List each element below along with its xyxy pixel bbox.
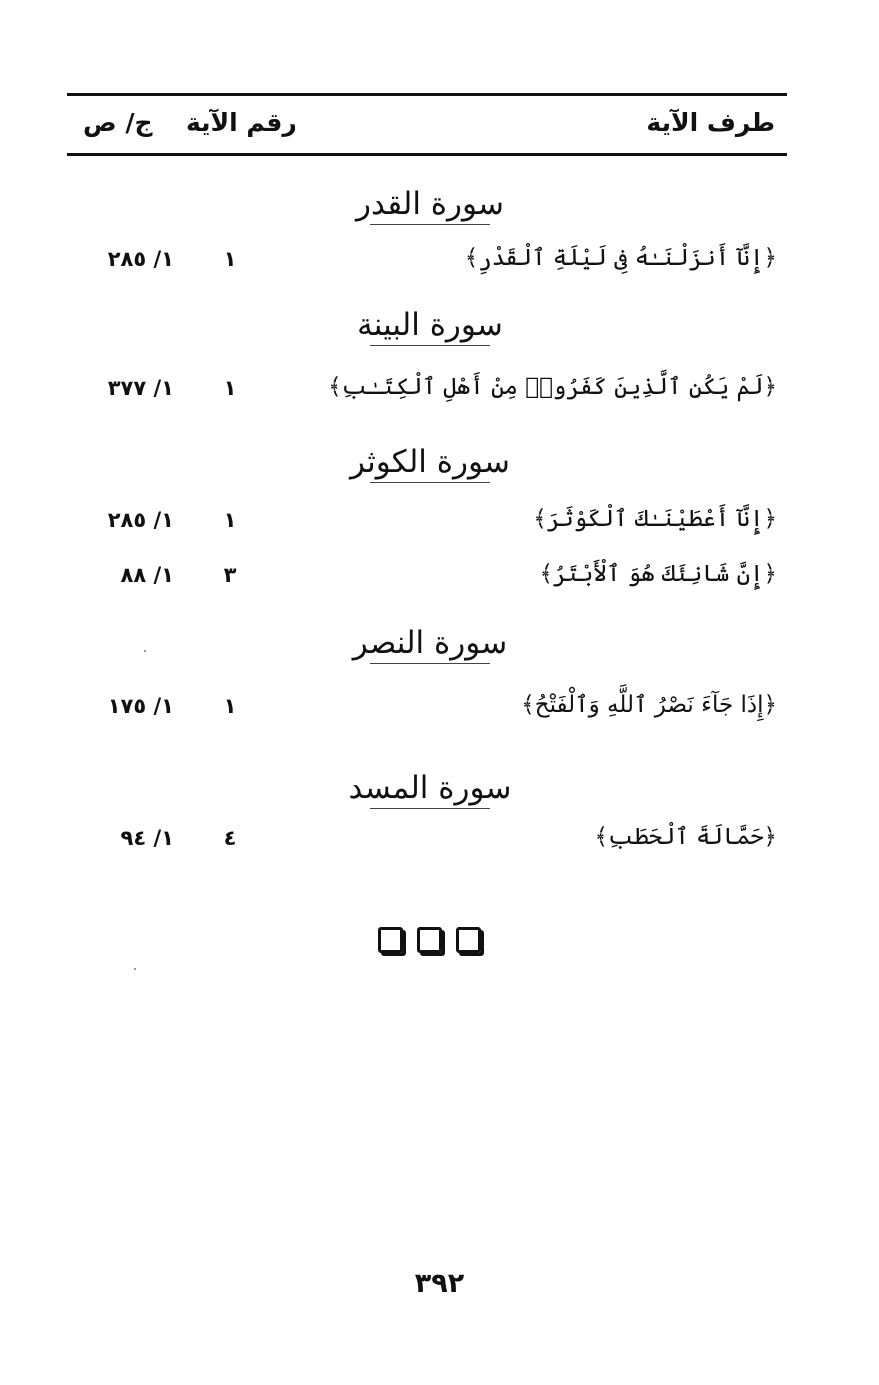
verse-number: ١ bbox=[223, 508, 237, 532]
column-header-verse-number: رقم الآية bbox=[186, 108, 297, 137]
header-top-rule bbox=[67, 93, 787, 96]
volume-page-ref: ١/ ٨٨ bbox=[120, 563, 174, 587]
surah-title: سورة المسد bbox=[300, 770, 560, 809]
surah-title: سورة الكوثر bbox=[300, 444, 560, 483]
column-header-volume-page: ج/ ص bbox=[83, 108, 153, 137]
verse-text: ﴿لَمْ يَكُنِ ٱلَّذِينَ كَفَرُوا۟ مِنْ أَهْلِ ٱلْكِتَـٰبِ﴾ bbox=[328, 374, 777, 400]
verse-number: ١ bbox=[223, 247, 237, 271]
verse-text: ﴿حَمَّالَةَ ٱلْحَطَبِ﴾ bbox=[594, 824, 777, 850]
verse-number: ٤ bbox=[223, 826, 237, 850]
verse-text: ﴿إِنَّ شَانِئَكَ هُوَ ٱلْأَبْتَرُ﴾ bbox=[539, 561, 777, 587]
volume-page-ref: ١/ ١٧٥ bbox=[107, 694, 174, 718]
header-bottom-rule bbox=[67, 153, 787, 156]
verse-number: ٣ bbox=[223, 563, 237, 587]
page-number: ٣٩٢ bbox=[414, 1268, 465, 1299]
verse-number: ١ bbox=[223, 694, 237, 718]
volume-page-ref: ١/ ٢٨٥ bbox=[107, 508, 174, 532]
surah-title: سورة البينة bbox=[300, 307, 560, 346]
section-end-ornament bbox=[378, 927, 481, 953]
column-header-verse: طرف الآية bbox=[646, 108, 775, 137]
volume-page-ref: ١/ ٩٤ bbox=[120, 826, 174, 850]
volume-page-ref: ١/ ٣٧٧ bbox=[107, 376, 174, 400]
surah-title: سورة النصر bbox=[300, 625, 560, 664]
verse-text: ﴿إِنَّآ أَعْطَيْنَـٰكَ ٱلْكَوْثَرَ﴾ bbox=[533, 506, 777, 532]
verse-text: ﴿إِذَا جَآءَ نَصْرُ ٱللَّهِ وَٱلْفَتْحُ﴾ bbox=[521, 692, 777, 718]
verse-text: ﴿إِنَّآ أَنزَلْنَـٰهُ فِى لَيْلَةِ ٱلْقَدْرِ﴾ bbox=[464, 245, 777, 271]
volume-page-ref: ١/ ٢٨٥ bbox=[107, 247, 174, 271]
surah-title: سورة القدر bbox=[300, 186, 560, 225]
print-speck bbox=[144, 650, 146, 652]
square-ornament-icon bbox=[456, 927, 481, 953]
square-ornament-icon bbox=[378, 927, 403, 953]
square-ornament-icon bbox=[417, 927, 442, 953]
print-speck bbox=[134, 968, 136, 970]
verse-number: ١ bbox=[223, 376, 237, 400]
